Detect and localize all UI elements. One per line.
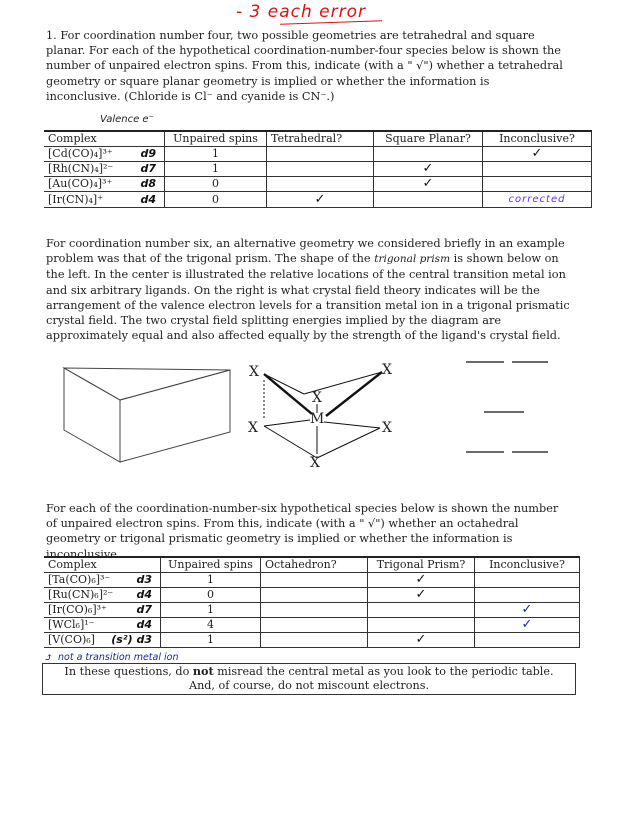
sq-mark: ✓ (422, 161, 434, 176)
unpaired-spins: 1 (161, 633, 261, 648)
complex-formula: [Rh(CN)₄]²⁻ (48, 162, 114, 175)
ligand-label: X (312, 390, 322, 406)
header-square-planar: Square Planar? (374, 131, 483, 147)
complex-formula: [Ru(CN)₆]²⁻ (48, 588, 114, 601)
unpaired-spins: 0 (165, 192, 267, 208)
complex-formula: [Ta(CO)₆]³⁻ (48, 573, 111, 586)
reminder-bold: not (192, 664, 214, 678)
table-row (44, 588, 580, 603)
inc-mark: ✓ (521, 617, 533, 632)
paragraph-text-a: For coordination number six, an alternative geometry we considered briefly in an example problem was that of the trigonal prism. The shape of the (46, 237, 565, 266)
paragraph-text-b: is shown below on the left. In the center is illustrated the relative locations of the central transition metal ion and six arbitrary ligands. On the right is what crystal field theory indicates will be the arrangement of the valence electron levels for a transition metal ion in a trigonal prismatic crystal field. The two crystal field splitting energies implied by the diagram are approximately equal and also affected equally by the strength of the ligand's crystal field. (46, 252, 570, 343)
unpaired-spins: 1 (165, 162, 267, 177)
table-row (44, 618, 580, 633)
trigonal-prism-drawing (60, 360, 235, 470)
d-count: (s²) d3 (111, 633, 152, 646)
d-count: d7 (140, 162, 156, 175)
unpaired-spins: 1 (161, 573, 261, 588)
header-unpaired: Unpaired spins (165, 131, 267, 147)
tri-mark: ✓ (415, 587, 427, 602)
cn6-paragraph: For each of the coordination-number-six hypothetical species below is shown the number of unpaired electron spins. From this, indicate (with a " √") whether an octahedral geometry or trigonal prismatic geometry is implied or whether the information is inconclusive. (46, 502, 559, 561)
header-tetrahedral: Tetrahedral? (267, 131, 374, 147)
d-count: d4 (136, 588, 152, 601)
corrected-annotation: corrected (508, 194, 566, 205)
unpaired-spins: 1 (165, 147, 267, 162)
table-header-row (44, 131, 592, 147)
transition-metal-note: not a transition metal ion (58, 652, 179, 663)
header-inconclusive: Inconclusive? (475, 557, 580, 573)
unpaired-spins: 0 (161, 588, 261, 603)
metal-label: M (310, 411, 325, 427)
reminder-line2: And, of course, do not miscount electrons. (188, 679, 430, 692)
reminder-box (42, 663, 576, 695)
header-inconclusive: Inconclusive? (483, 131, 592, 147)
table-row (44, 573, 580, 588)
table-row (44, 603, 580, 618)
header-octahedron: Octahedron? (261, 557, 368, 573)
intro-paragraph: 1. For coordination number four, two possible geometries are tetrahedral and square planar. For each of the hypothetical coordination-number-four species below is shown the number of unpaired electron spins. From this, indicate (with a " √") whether a tetrahedral geometry or square planar geometry is implied or whether the information is inconclusive. (Chloride is Cl⁻ and cyanide is CN⁻.) (46, 29, 563, 103)
d-count: d4 (136, 618, 152, 631)
d-count: d4 (140, 192, 156, 206)
header-complex: Complex (44, 131, 165, 147)
sq-mark: ✓ (422, 176, 434, 191)
ligand-label: X (248, 420, 258, 436)
table-cn4 (44, 130, 592, 208)
complex-formula: [V(CO)₆] (48, 633, 95, 646)
d-count: d9 (140, 147, 156, 160)
unpaired-spins: 0 (165, 177, 267, 192)
tet-mark: ✓ (314, 191, 326, 207)
table-header-row (44, 557, 580, 573)
inc-mark: ✓ (531, 146, 543, 161)
unpaired-spins: 1 (161, 603, 261, 618)
header-trigonal-prism: Trigonal Prism? (368, 557, 475, 573)
paragraph-emphasis: trigonal prism (374, 253, 451, 266)
ligand-label: X (310, 455, 320, 471)
header-complex: Complex (44, 557, 161, 573)
reminder-text-a: In these questions, do (64, 665, 193, 678)
grade-annotation: - 3 each error (236, 2, 366, 22)
crystal-field-levels (460, 354, 560, 464)
complex-formula: [Cd(CO)₄]³⁺ (48, 147, 113, 160)
ligand-label: X (249, 364, 259, 380)
complex-formula: [WCl₆]¹⁻ (48, 618, 95, 631)
reminder-text-b: misread the central metal as you look to the periodic table. (213, 665, 554, 678)
arrow-icon: ⤴ (44, 651, 54, 664)
table-cn6 (44, 556, 580, 648)
table-row (44, 162, 592, 177)
unpaired-spins: 4 (161, 618, 261, 633)
complex-formula: [Au(CO)₄]³⁺ (48, 177, 113, 190)
d-count: d3 (136, 573, 152, 586)
complex-formula: [Ir(CN)₄]⁺ (48, 192, 104, 206)
ligand-label: X (382, 362, 392, 378)
valence-note: Valence e⁻ (100, 114, 154, 125)
table-row (44, 633, 580, 648)
reminder-line1 (64, 665, 553, 678)
tri-mark: ✓ (415, 572, 427, 587)
tri-mark: ✓ (415, 632, 427, 647)
table-row (44, 177, 592, 192)
d-count: d8 (140, 177, 156, 190)
header-unpaired: Unpaired spins (161, 557, 261, 573)
ligand-label: X (382, 420, 392, 436)
trigonal-prism-paragraph (46, 236, 576, 343)
table-row (44, 147, 592, 162)
table-row (44, 192, 592, 208)
complex-formula: [Ir(CO)₆]³⁺ (48, 603, 107, 616)
inc-mark: ✓ (521, 602, 533, 617)
d-count: d7 (136, 603, 152, 616)
